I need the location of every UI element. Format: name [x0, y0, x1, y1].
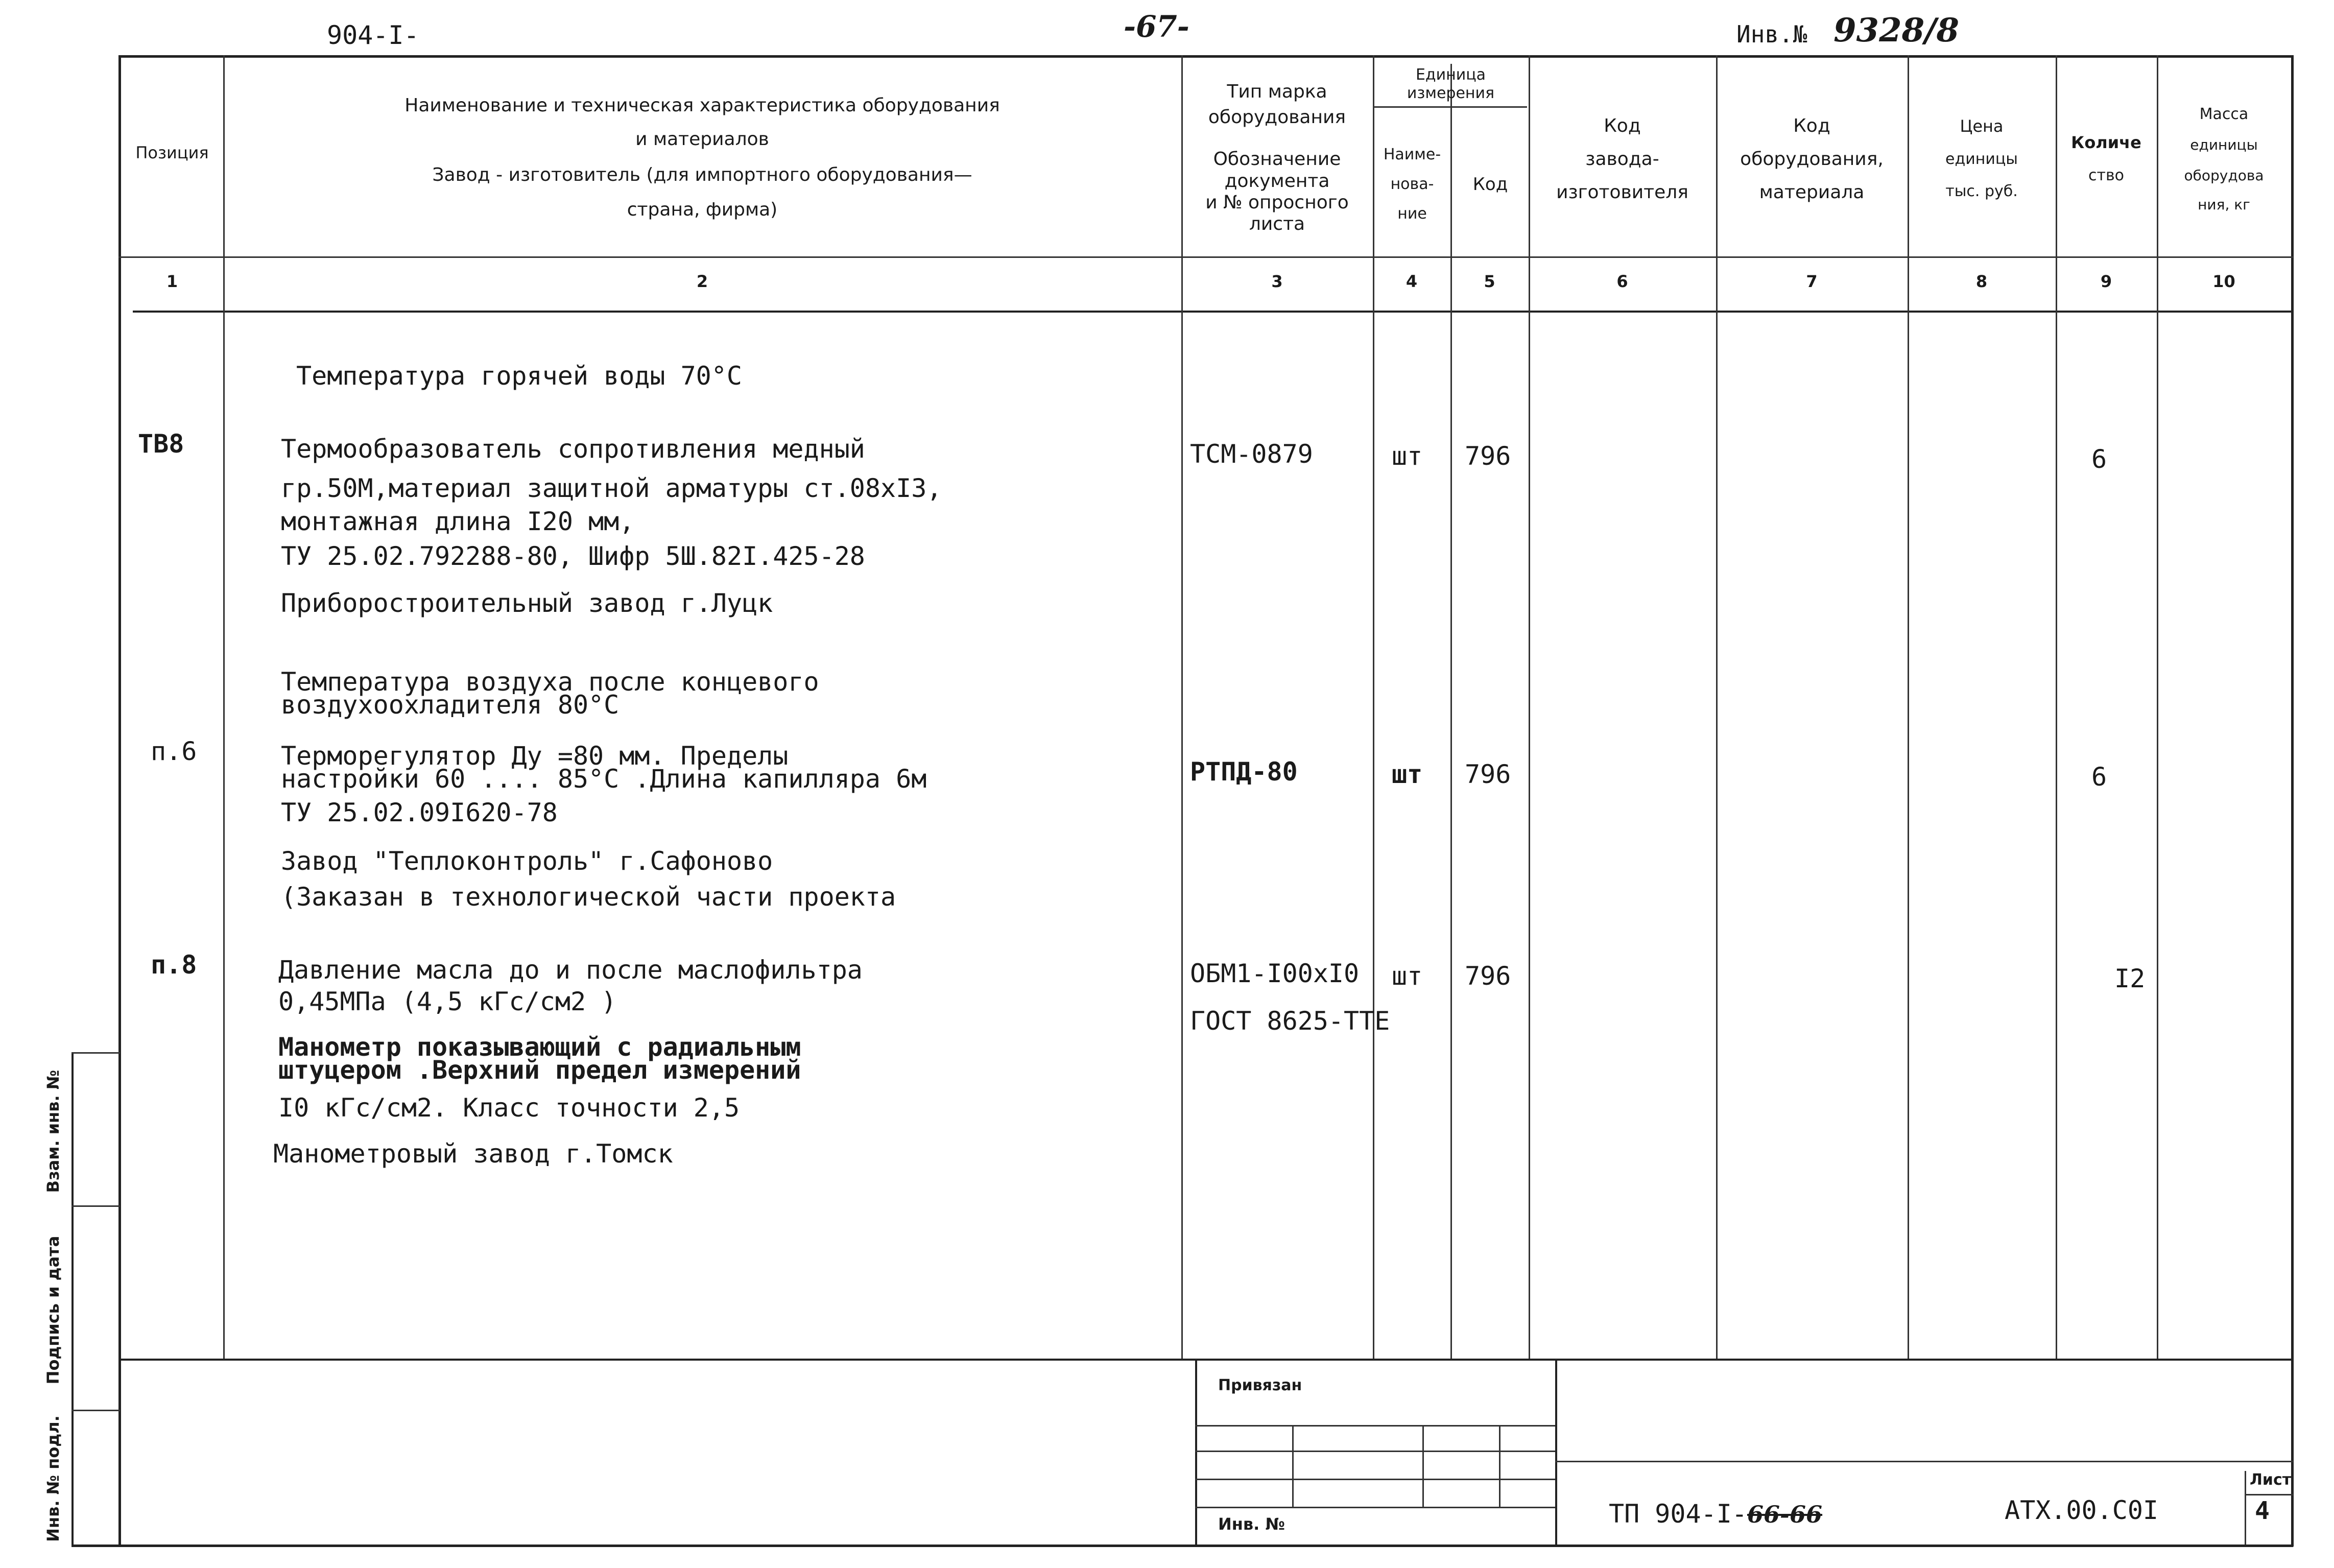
row2-type: РТПД-80 — [1190, 757, 1298, 787]
row2-quantity: 6 — [2091, 762, 2107, 792]
col-number-5: 5 — [1484, 272, 1495, 291]
row1-desc-line1: Термообразователь сопротивления медный — [281, 434, 865, 464]
header-type-line5: и № опросного — [1205, 192, 1349, 213]
header-type-line6: листа — [1249, 213, 1305, 234]
series-code: 904-I- — [327, 20, 419, 50]
col-number-7: 7 — [1806, 272, 1818, 291]
header-name-line4: страна, фирма) — [627, 199, 778, 220]
footer-doc-code: АТХ.00.С0I — [2005, 1495, 2159, 1525]
header-mass-line1: Масса — [2199, 105, 2249, 123]
header-mass-line2: единицы — [2190, 136, 2258, 153]
header-position: Позиция — [135, 143, 209, 162]
row1-unit: шт — [1392, 441, 1423, 471]
col-number-3: 3 — [1271, 272, 1283, 291]
row1-desc-line4: ТУ 25.02.792288-80, Шифр 5Ш.82I.425-28 — [281, 541, 865, 571]
row3-desc-line3: Манометр показывающий с радиальным — [278, 1032, 801, 1062]
section-air-title-line1: Температура воздуха после концевого — [281, 667, 819, 697]
row1-manufacturer: Приборостроительный завод г.Луцк — [281, 588, 773, 618]
row1-desc-line3: монтажная длина I20 мм, — [281, 507, 635, 536]
row2-manufacturer: Завод "Теплоконтроль" г.Сафоново — [281, 846, 773, 876]
header-unit-name-line3: ние — [1397, 205, 1427, 223]
col-number-2: 2 — [696, 272, 708, 291]
row1-type: ТСМ-0879 — [1190, 439, 1313, 469]
page-number: -67- — [1124, 9, 1189, 44]
col-number-1: 1 — [166, 272, 178, 291]
row2-note: (Заказан в технологической части проекта — [281, 882, 896, 912]
row1-desc-line2: гр.50М,материал защитной арматуры ст.08хI3, — [281, 473, 942, 503]
inventory-number: 9328/8 — [1833, 11, 1960, 50]
section-hot-water-title: Температура горячей воды 70°С — [296, 361, 742, 391]
col-number-8: 8 — [1975, 272, 1988, 291]
row3-desc-line2: 0,45МПа (4,5 кГс/см2 ) — [278, 987, 617, 1016]
header-price-line1: Цена — [1960, 116, 2004, 136]
side-vzam-inv: Взам. инв. № — [43, 1070, 63, 1193]
row2-desc-line3: ТУ 25.02.09I620-78 — [281, 798, 558, 827]
header-unit-code: Код — [1472, 174, 1508, 195]
header-type-line3: Обозначение — [1213, 149, 1341, 170]
section-air-title-line2: воздухоохладителя 80°С — [281, 690, 620, 720]
row2-unit: шт — [1392, 759, 1423, 789]
row3-desc-line4: штуцером .Верхний предел измерений — [278, 1055, 801, 1085]
footer-inv-number: Инв. № — [1218, 1514, 1285, 1534]
header-equip-code-line1: Код — [1793, 115, 1830, 136]
side-inv-podl: Инв. № подл. — [43, 1415, 63, 1542]
header-unit-name-line2: нова- — [1390, 175, 1434, 193]
row3-desc-line1: Давление масла до и после маслофильтра — [278, 955, 863, 985]
header-type-line2: оборудования — [1208, 107, 1346, 128]
header-equip-code-line2: оборудования, — [1740, 149, 1884, 170]
header-factory-code-line2: завода- — [1585, 149, 1659, 170]
footer-tp-code — [1609, 1499, 1822, 1529]
row3-type-line1: ОБМ1-I00хI0 — [1190, 959, 1360, 988]
header-qty-line2: ство — [2088, 167, 2124, 184]
row2-desc-line1: Терморегулятор Ду =80 мм. Пределы — [281, 741, 789, 771]
footer-privyazan: Привязан — [1218, 1376, 1302, 1394]
row3-unit: шт — [1392, 961, 1423, 991]
header-mass-line4: ния, кг — [2198, 196, 2250, 213]
row1-quantity: 6 — [2091, 444, 2107, 474]
row3-quantity: I2 — [2114, 964, 2146, 993]
row3-manufacturer: Манометровый завод г.Томск — [273, 1139, 673, 1169]
header-unit-line2: измерения — [1407, 84, 1495, 102]
header-unit-line1: Единица — [1415, 66, 1486, 84]
row3-type-line2: ГОСТ 8625-ТТЕ — [1190, 1006, 1390, 1036]
header-mass-line3: оборудова — [2184, 167, 2264, 184]
header-factory-code-line1: Код — [1604, 115, 1641, 136]
header-type-line4: документа — [1224, 171, 1330, 192]
col-number-10: 10 — [2212, 272, 2235, 291]
row3-desc-line5: I0 кГс/см2. Класс точности 2,5 — [278, 1093, 740, 1123]
row3-position: п.8 — [151, 950, 197, 980]
row2-desc-line2: настройки 60 .... 85°С .Длина капилляра 6м — [281, 764, 927, 794]
header-name-line3: Завод - изготовитель (для импортного оборудования— — [432, 164, 972, 185]
row3-unit-code: 796 — [1465, 961, 1511, 991]
header-unit-name-line1: Наиме- — [1383, 146, 1441, 163]
footer-sheet-number: 4 — [2255, 1496, 2270, 1525]
side-podpis-data: Подпись и дата — [43, 1236, 63, 1385]
header-factory-code-line3: изготовителя — [1556, 182, 1688, 203]
footer-tp-code-suffix: 66-66 — [1747, 1501, 1823, 1528]
col-number-6: 6 — [1616, 272, 1628, 291]
inventory-label: Инв.№ — [1736, 20, 1807, 48]
row1-unit-code: 796 — [1465, 441, 1511, 471]
header-price-line2: единицы — [1945, 150, 2018, 168]
header-price-line3: тыс. руб. — [1945, 182, 2018, 200]
header-type-line1: Тип марка — [1227, 81, 1327, 102]
row2-position: п.6 — [151, 737, 197, 766]
col-number-9: 9 — [2100, 272, 2112, 291]
header-qty-line1: Количе — [2071, 133, 2141, 152]
row1-position: ТВ8 — [138, 429, 184, 459]
footer-sheet-label: Лист — [2250, 1471, 2292, 1489]
footer-tp-code-main: ТП 904-I- — [1609, 1499, 1747, 1529]
col-number-4: 4 — [1406, 272, 1418, 291]
header-equip-code-line3: материала — [1759, 182, 1865, 203]
header-name-line2: и материалов — [635, 129, 769, 150]
row2-unit-code: 796 — [1465, 759, 1511, 789]
header-name-line1: Наименование и техническая характеристика оборудования — [404, 95, 1000, 116]
